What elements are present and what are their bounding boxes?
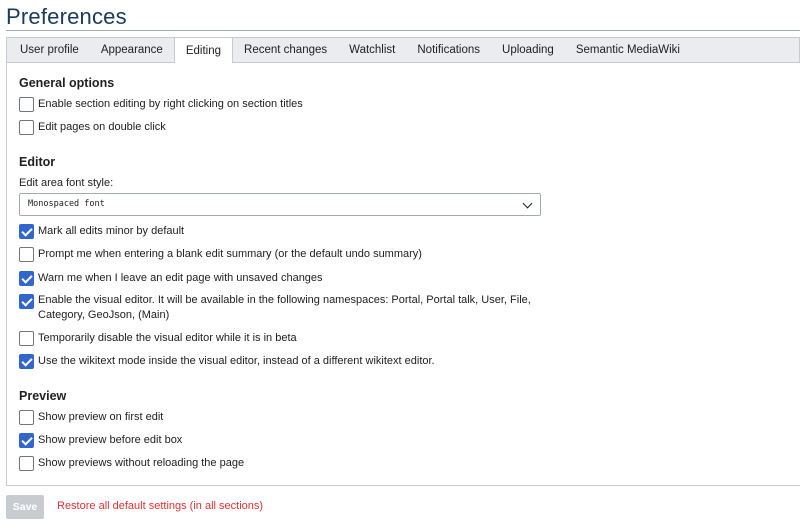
label-unsaved-warning: Warn me when I leave an edit page with unsaved changes [38, 272, 323, 284]
tab-uploading[interactable]: Uploading [502, 44, 554, 56]
checkbox-live-preview[interactable] [19, 456, 34, 471]
chevron-down-icon [523, 199, 533, 209]
checkbox-minor-edits[interactable] [19, 224, 34, 239]
tab-appearance[interactable]: Appearance [100, 44, 163, 56]
tab-notifications[interactable]: Notifications [417, 44, 481, 56]
label-preview-before-edit-box: Show preview before edit box [38, 434, 183, 446]
tab-editing[interactable]: Editing [174, 38, 233, 63]
label-visual-editor: Enable the visual editor. It will be available in the following namespaces: Portal, Portal talk, User, File, [38, 294, 531, 306]
label-wikitext-mode: Use the wikitext mode inside the visual editor, instead of a different wikitext editor. [38, 355, 435, 367]
checkbox-double-click-edit[interactable] [19, 120, 34, 135]
font-style-label: Edit area font style: [19, 177, 114, 189]
tab-semantic-mediawiki[interactable]: Semantic MediaWiki [575, 44, 680, 56]
tab-user-profile[interactable]: User profile [20, 44, 79, 56]
section-heading-editor: Editor [19, 155, 56, 169]
label-disable-visual-editor: Temporarily disable the visual editor while it is in beta [38, 332, 297, 344]
font-style-select[interactable] [19, 193, 541, 216]
checkbox-preview-first-edit[interactable] [19, 410, 34, 425]
title-divider [6, 30, 800, 31]
label-double-click-edit: Edit pages on double click [38, 121, 166, 133]
checkbox-wikitext-mode[interactable] [19, 354, 34, 369]
checkbox-disable-visual-editor[interactable] [19, 331, 34, 346]
label-live-preview: Show previews without reloading the page [38, 457, 245, 469]
section-heading-preview: Preview [19, 389, 67, 403]
label-blank-summary: Prompt me when entering a blank edit summary (or the default undo summary) [38, 248, 422, 260]
tab-watchlist[interactable]: Watchlist [349, 44, 396, 56]
checkbox-visual-editor[interactable] [19, 294, 34, 309]
preferences-tabs [6, 37, 800, 63]
checkbox-section-editing[interactable] [19, 97, 34, 112]
restore-defaults-link[interactable]: Restore all default settings (in all sections) [57, 500, 264, 512]
checkbox-preview-before-edit-box[interactable] [19, 433, 34, 448]
page-title: Preferences [6, 4, 127, 29]
checkbox-unsaved-warning[interactable] [19, 271, 34, 286]
checkbox-blank-summary[interactable] [19, 247, 34, 262]
section-heading-general: General options [19, 76, 115, 90]
label-visual-editor-namespaces: Category, GeoJson, (Main) [38, 309, 170, 321]
font-style-value: Monospaced font [28, 199, 105, 209]
save-button[interactable]: Save [6, 495, 44, 519]
label-section-editing: Enable section editing by right clicking on section titles [38, 98, 303, 110]
label-preview-first-edit: Show preview on first edit [38, 411, 164, 423]
label-minor-edits: Mark all edits minor by default [38, 225, 185, 237]
tab-recent-changes[interactable]: Recent changes [244, 44, 328, 56]
